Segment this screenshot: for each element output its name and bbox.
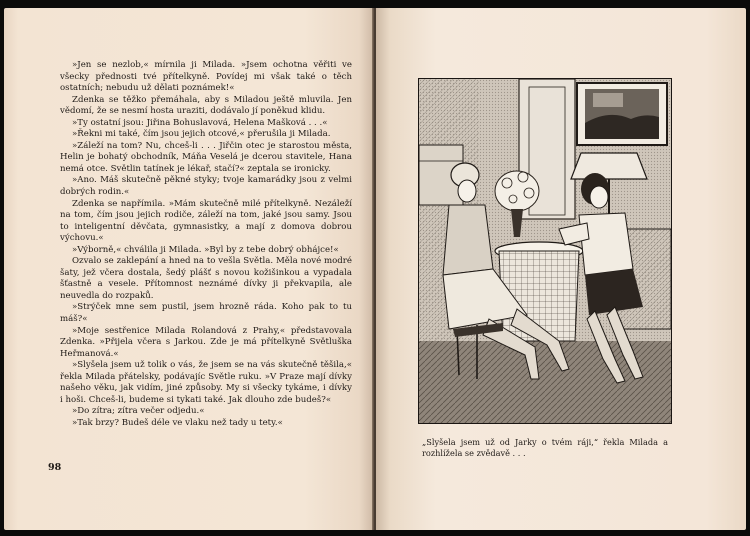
paragraph: »Slyšela jsem už tolik o vás, že jsem se na vás skutečně těšila,« řekla Milada přátelsky, podávajíc Světle ruku. »V Praze mají dívky našeho věku, jak vidím, jiné způsoby. My si všecky tykáme, i dívky i hoši. Chceš-li, budeme si tykati také. Jak dlouho zde budeš?« xyxy=(60,360,352,405)
paragraph: Ozvalo se zaklepání a hned na to vešla Světla. Měla nové modré šaty, jež včera dostala, šedý plášť s novou kožišinkou a vypadala šťastně a vesele. Přítomnost neznámé dívky ji překvapila, ale neuvedla do rozpaků. xyxy=(60,256,352,301)
paragraph: »Moje sestřenice Milada Rolandová z Prahy,« představovala Zdenka. »Přijela včera s Jarkou. Zde je má přítelkyně Světluška Heřmanová.« xyxy=(60,325,352,359)
paragraph: »Jen se nezlob,« mírnila ji Milada. »Jsem ochotna věřiti ve všecky přednosti tvé přítelkyně. Povídej mi však také o těch ostatních; nebudu už dělati poznámek!« xyxy=(60,60,352,94)
paragraph: »Ty ostatní jsou: Jiřina Bohuslavová, Helena Mašková . . .« xyxy=(72,117,328,128)
paragraph: »Tak brzy? Budeš déle ve vlaku než tady u tety.« xyxy=(72,417,283,428)
illustration-caption: „Slyšela jsem už od Jarky o tvém ráji,“ řekla Milada a rozhlížela se zvědavě . . . xyxy=(422,437,668,458)
page-number: 98 xyxy=(48,462,62,473)
paragraph: Zdenka se těžko přemáhala, aby s Miladou ještě mluvila. Jen vědomí, že se nesmí hosta uraziti, dodávalo jí poněkud klidu. xyxy=(60,94,352,117)
left-page xyxy=(4,8,374,530)
paragraph: »Záleží na tom? Nu, chceš-li . . . Jiřčin otec je starostou města, Helin je bohatý obchodník, Máňa Veselá je dcerou stavitele, Hana nemá otce. Světlin tatínek je lékař, stačí?« zeptala se ironicky. xyxy=(60,140,352,174)
paragraph: »Výborně,« chválila ji Milada. »Byl by z tebe dobrý obhájce!« xyxy=(72,244,339,255)
illustration-two-girls-at-cafe-table xyxy=(418,78,672,424)
paragraph: Zdenka se napřímila. »Mám skutečně milé přítelkyně. Nezáleží na tom, čím jsou jejich rodiče, záleží na tom, jaké jsou samy. Jsou to inteligentní děvčata, gymnasistky, a mají z domova dobrou výchovu.« xyxy=(60,198,352,244)
paragraph: »Ano. Máš skutečně pěkné styky; tvoje kamarádky jsou z velmi dobrých rodin.« xyxy=(60,175,352,198)
text-block xyxy=(60,60,352,430)
paragraph: »Řekni mi také, čím jsou jejich otcové,« přerušila ji Milada. xyxy=(72,129,331,140)
paragraph: »Do zítra; zítra večer odjedu.« xyxy=(72,406,205,417)
paragraph: »Strýček mne sem pustil, jsem hrozně ráda. Koho pak to tu máš?« xyxy=(60,302,352,325)
